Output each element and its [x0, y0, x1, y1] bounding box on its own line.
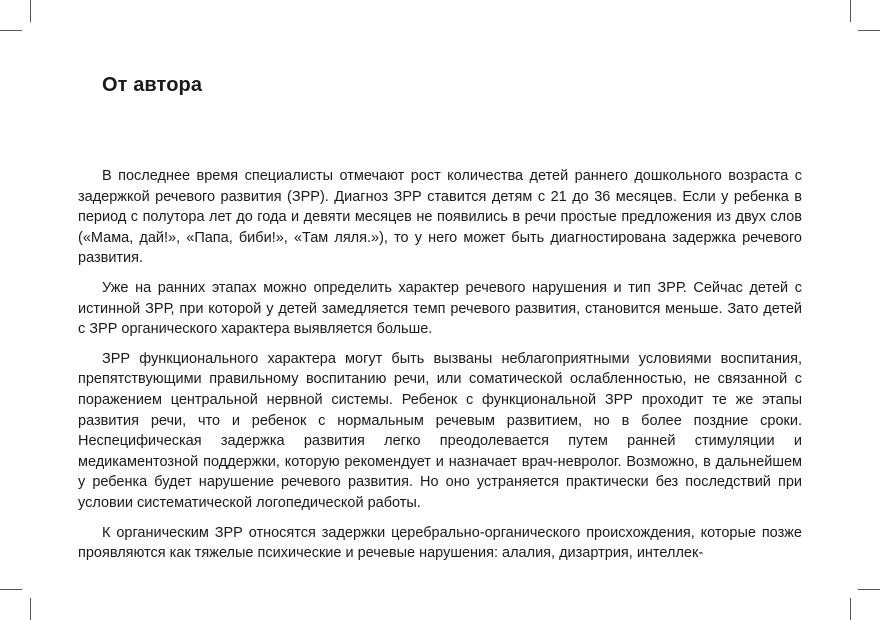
crop-mark-top-left-horizontal: [0, 30, 22, 31]
body-text: [78, 166, 802, 573]
crop-mark-top-left-vertical: [30, 0, 31, 22]
crop-mark-top-right-vertical: [850, 0, 851, 22]
crop-mark-bottom-right-vertical: [850, 598, 851, 620]
paragraph-2: Уже на ранних этапах можно определить характер речевого нарушения и тип ЗРР. Сейчас детей с истинной ЗРР, при которой у детей замедляется темп речевого развития, становится меньше. Зато детей с ЗРР органического характера выявляется больше.: [78, 279, 802, 338]
paragraph-3: ЗРР функционального характера могут быть вызваны неблагоприятными условиями воспитания, препятствующими правильному воспитанию речи, или соматической ослабленностью, не связанной с поражением центральной нервной системы. Ребенок с функциональной ЗРР проходит те же этапы развития речи, что и ребенок с нормальным речевым развитием, но в более поздние сроки. Неспецифическая задержка развития легко преодолевается путем ранней стимуляции и медикаментозной поддержки, которую рекомендует и назначает врач-невролог. Возможно, в дальнейшем у ребенка будет нарушение речевого развития. Но оно устраняется практически без последствий при условии систематической логопедической работы.: [78, 350, 802, 511]
crop-mark-bottom-right-horizontal: [858, 589, 880, 590]
paragraph-1: В последнее время специалисты отмечают рост количества детей раннего дошкольного возраста с задержкой речевого развития (ЗРР). Диагноз ЗРР ставится детям с 21 до 36 месяцев. Если у ребенка в период с полутора лет до года и девяти месяцев не появились в речи простые предложения из двух слов («Мама, дай!», «Папа, биби!», «Там ляля.»), то у него может быть диагностирована задержка речевого развития.: [78, 168, 802, 267]
page-heading: От автора: [102, 74, 203, 96]
crop-mark-top-right-horizontal: [858, 30, 880, 31]
crop-mark-bottom-left-horizontal: [0, 589, 22, 590]
crop-mark-bottom-left-vertical: [30, 598, 31, 620]
paragraph-4: К органическим ЗРР относятся задержки церебрально-органического происхождения, которые позже проявляются как тяжелые психические и речевые нарушения: алалия, дизартрия, интеллек-: [78, 524, 802, 562]
